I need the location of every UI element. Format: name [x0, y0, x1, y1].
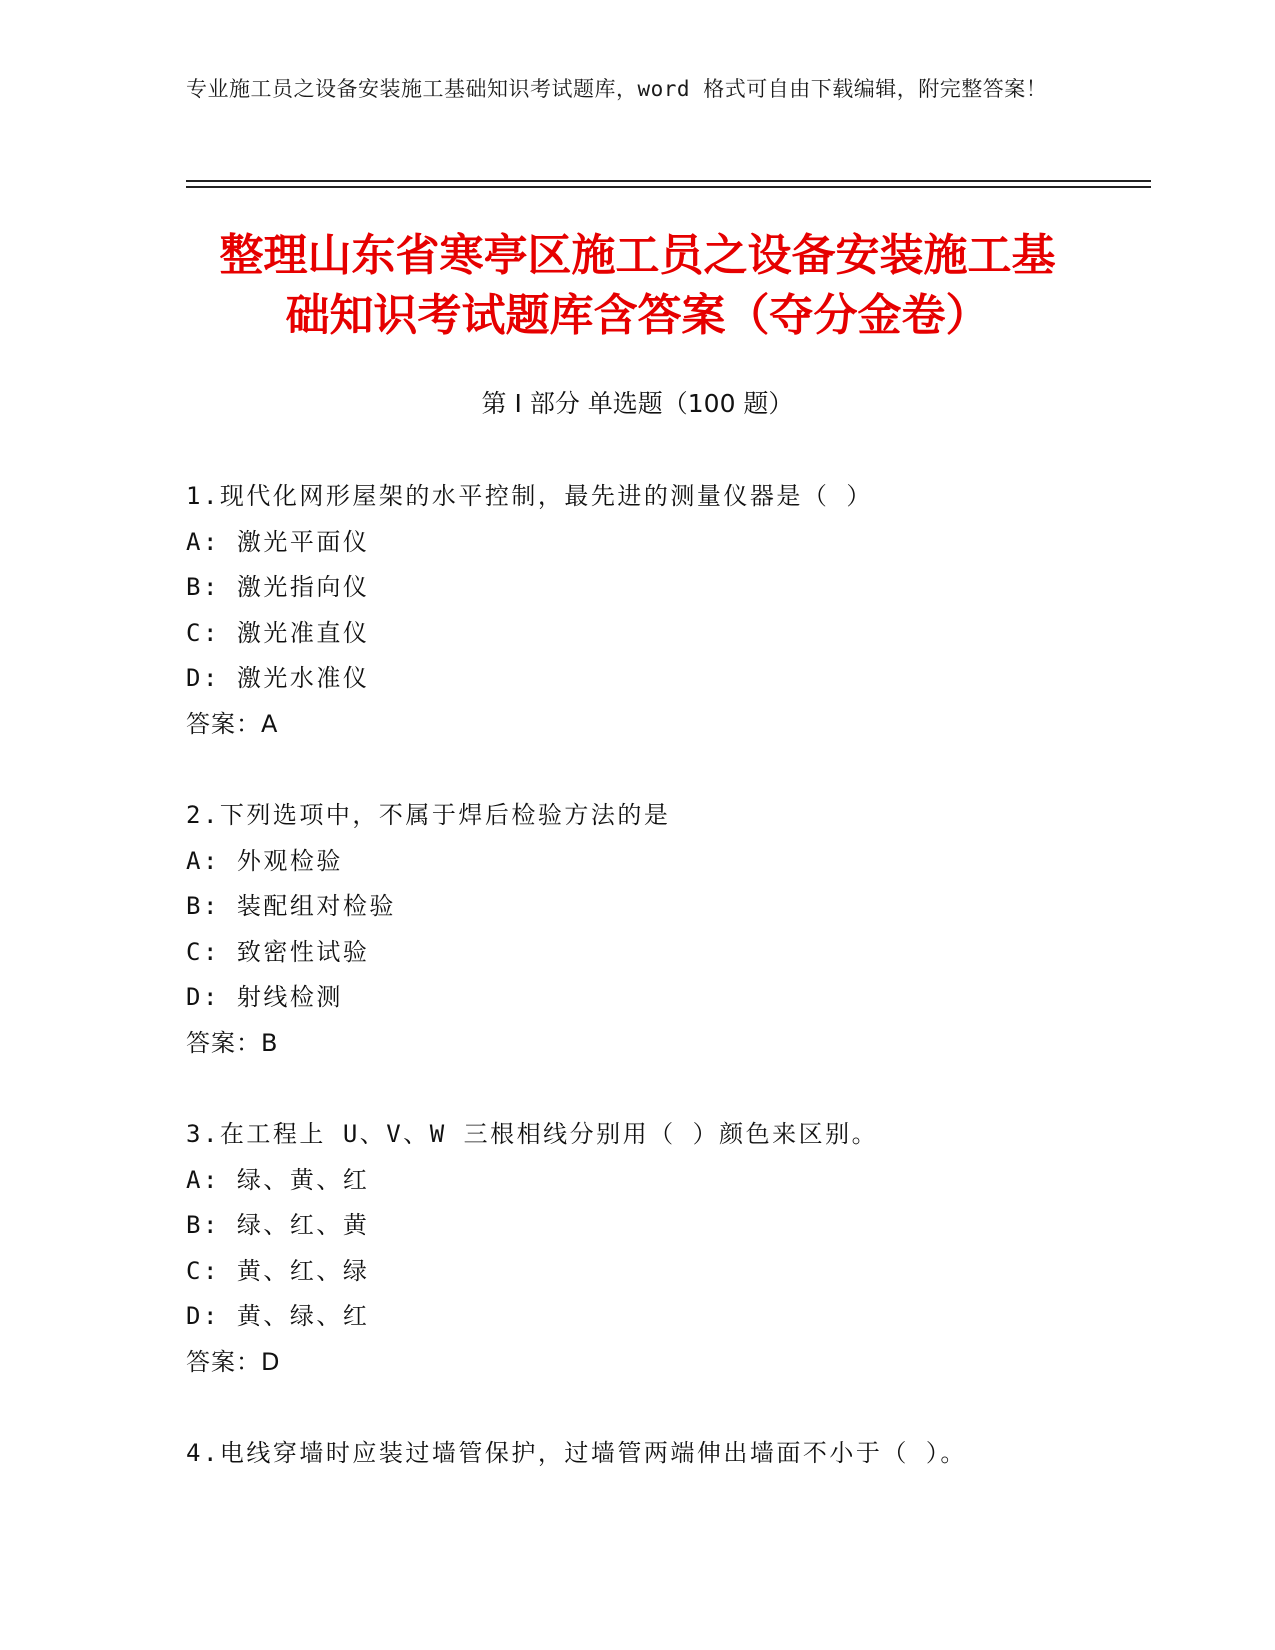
option-b: B: 绿、红、黄: [186, 1211, 370, 1239]
option-a: A: 绿、黄、红: [186, 1165, 370, 1194]
document-title-line1: 整理山东省寒亭区施工员之设备安装施工基: [219, 230, 1056, 281]
answer-key: 答案：B: [186, 1028, 279, 1057]
option-d: D: 射线检测: [186, 983, 343, 1011]
document-title: [150, 226, 1125, 346]
option-a: A: 激光平面仪: [186, 527, 370, 556]
answer-key: 答案：A: [186, 709, 279, 738]
header-note: 专业施工员之设备安装施工基础知识考试题库，word 格式可自由下载编辑，附完整答案！: [186, 77, 1048, 101]
question-stem: 2.下列选项中，不属于焊后检验方法的是: [186, 801, 671, 829]
option-c: C: 致密性试验: [186, 937, 370, 966]
question-2: [186, 793, 1146, 1066]
answer-key: 答案：D: [186, 1347, 281, 1376]
option-d: D: 黄、绿、红: [186, 1302, 370, 1330]
question-4: [186, 1431, 1146, 1477]
option-c: C: 黄、红、绿: [186, 1256, 370, 1285]
question-list: [186, 474, 1146, 1523]
section-heading: 第 I 部分 单选题（100 题）: [481, 389, 794, 418]
question-1: [186, 474, 1146, 747]
option-b: B: 激光指向仪: [186, 573, 370, 601]
header-divider-bottom: [186, 186, 1151, 188]
question-3: [186, 1112, 1146, 1385]
document-title-line2: 础知识考试题库含答案（夺分金卷）: [285, 290, 990, 341]
question-stem: 4.电线穿墙时应装过墙管保护，过墙管两端伸出墙面不小于（ ）。: [186, 1439, 967, 1467]
option-b: B: 装配组对检验: [186, 892, 396, 920]
option-c: C: 激光准直仪: [186, 618, 370, 647]
question-stem: 3.在工程上 U、V、W 三根相线分别用（ ）颜色来区别。: [186, 1120, 879, 1148]
header-divider-top: [186, 180, 1151, 182]
option-a: A: 外观检验: [186, 846, 343, 875]
option-d: D: 激光水准仪: [186, 664, 370, 692]
question-stem: 1.现代化网形屋架的水平控制，最先进的测量仪器是（ ）: [186, 482, 873, 510]
